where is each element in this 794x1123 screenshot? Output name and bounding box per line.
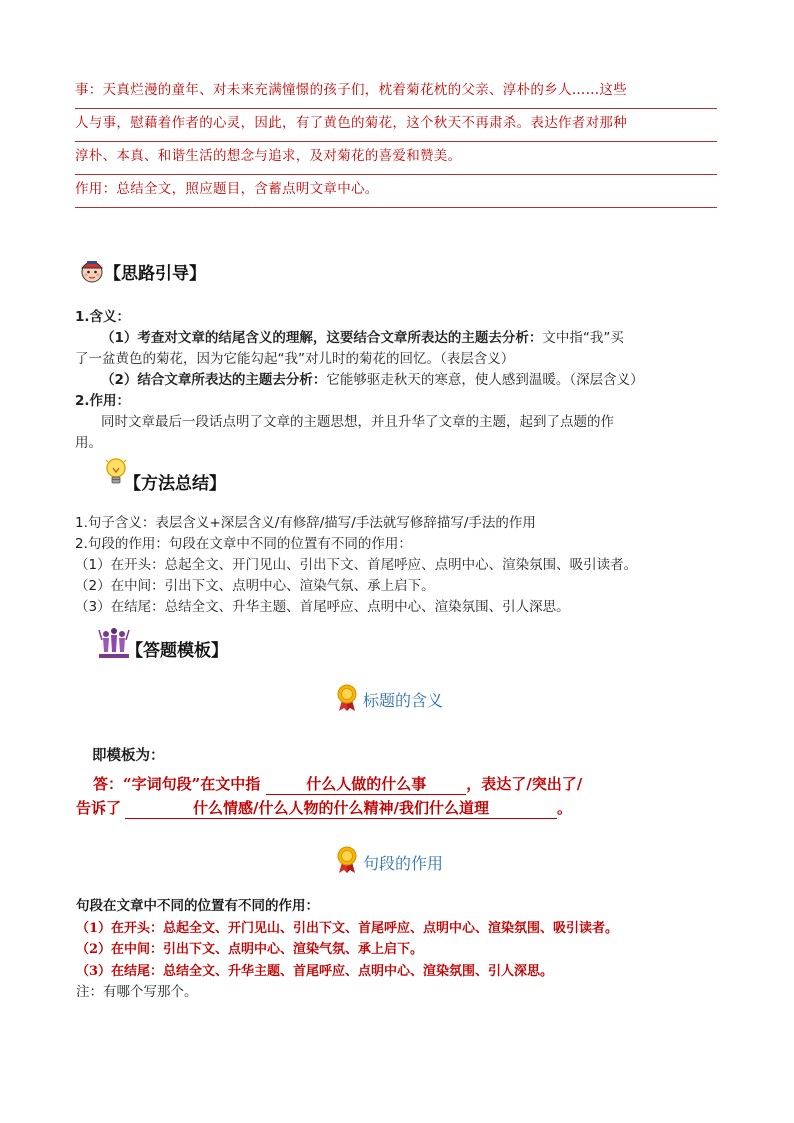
juduan-body (76, 896, 721, 1004)
template-text-3: 告诉了 (76, 799, 122, 817)
fangfa-line-5: （3）在结尾：总结全文、升华主题、首尾呼应、点明中心、渲染氛围、引人深思。 (75, 599, 570, 615)
fangfa-body (75, 513, 720, 618)
template-text-4: 。 (557, 799, 573, 817)
section-title-fangfa: 【方法总结】 (124, 474, 226, 494)
fangfa-line-4: （2）在中间：引出下文、点明中心、渲染气氛、承上启下。 (75, 578, 435, 594)
answer-line: 事：天真烂漫的童年、对未来充满憧憬的孩子们，枕着菊花枕的父亲、淳朴的乡人……这些 (75, 76, 717, 109)
silu-p2 (75, 370, 720, 391)
template-blank-1: 什么人做的什么事 (266, 773, 466, 795)
template-line-2 (76, 797, 572, 819)
boy-face-icon (78, 256, 106, 284)
silu-h2: 2.作用： (75, 393, 131, 409)
silu-body (75, 307, 720, 454)
silu-p1a-rest: 文中指“我”买 (542, 330, 624, 346)
juduan-intro: 句段在文章中不同的位置有不同的作用： (76, 898, 319, 914)
template-line-1 (93, 773, 582, 795)
silu-h1: 1.含义： (75, 309, 131, 325)
juduan-line-2: （2）在中间：引出下文、点明中心、渲染气氛、承上启下。 (76, 942, 424, 957)
fangfa-line-3: （1）在开头：总起全文、开门见山、引出下文、首尾呼应、点明中心、渲染氛围、吸引读者。 (75, 557, 638, 573)
silu-p1a (75, 328, 720, 349)
medal-icon (336, 684, 358, 712)
section-title-dati: 【答题模板】 (126, 641, 228, 661)
fangfa-line-2: 2.句段的作用：句段在文章中不同的位置有不同的作用： (75, 536, 412, 552)
silu-p2-bold: （2）结合文章所表达的主题去分析： (101, 372, 327, 388)
answer-line: 人与事，慰藉着作者的心灵，因此，有了黄色的菊花，这个秋天不再肃杀。表达作者对那种 (75, 109, 717, 142)
template-text-2: ，表达了/突出了/ (466, 775, 583, 793)
silu-p1b: 了一盆黄色的菊花，因为它能勾起“我”对儿时的菊花的回忆。（表层含义） (75, 351, 515, 367)
template-blank-2: 什么情感/什么人物的什么精神/我们什么道理 (125, 797, 557, 819)
silu-p3b: 用。 (75, 435, 102, 451)
section-title-silu: 【思路引导】 (104, 264, 206, 284)
badge-title-biaoti: 标题的含义 (363, 691, 444, 710)
silu-p2-rest: 它能够驱走秋天的寒意，使人感到温暖。（深层含义） (326, 372, 644, 388)
badge-title-juduan: 句段的作用 (363, 854, 444, 873)
moban-label: 即模板为： (92, 748, 165, 764)
juduan-note: 注：有哪个写那个。 (76, 984, 198, 1000)
answer-line: 淳朴、本真、和谐生活的想念与追求，及对菊花的喜爱和赞美。 (75, 142, 717, 175)
answer-line: 作用：总结全文，照应题目，含蓄点明文章中心。 (75, 175, 717, 208)
silu-p3a: 同时文章最后一段话点明了文章的主题思想，并且升华了文章的主题，起到了点题的作 (101, 414, 614, 430)
fangfa-line-1: 1.句子含义：表层含义+深层含义/有修辞/描写/手法就写修辞描写/手法的作用 (75, 515, 536, 531)
medal-icon (336, 846, 358, 874)
answer-block (75, 76, 717, 208)
template-text-1: 答：“字词句段”在文中指 (93, 775, 261, 793)
juduan-line-3: （3）在结尾：总结全文、升华主题、首尾呼应、点明中心、渲染氛围、引人深思。 (76, 963, 554, 979)
juduan-line-1: （1）在开头：总起全文、开门见山、引出下文、首尾呼应、点明中心、渲染氛围、吸引读者。 (76, 920, 619, 936)
silu-p1a-bold: （1）考查对文章的结尾含义的理解，这要结合文章所表达的主题去分析： (101, 330, 543, 346)
